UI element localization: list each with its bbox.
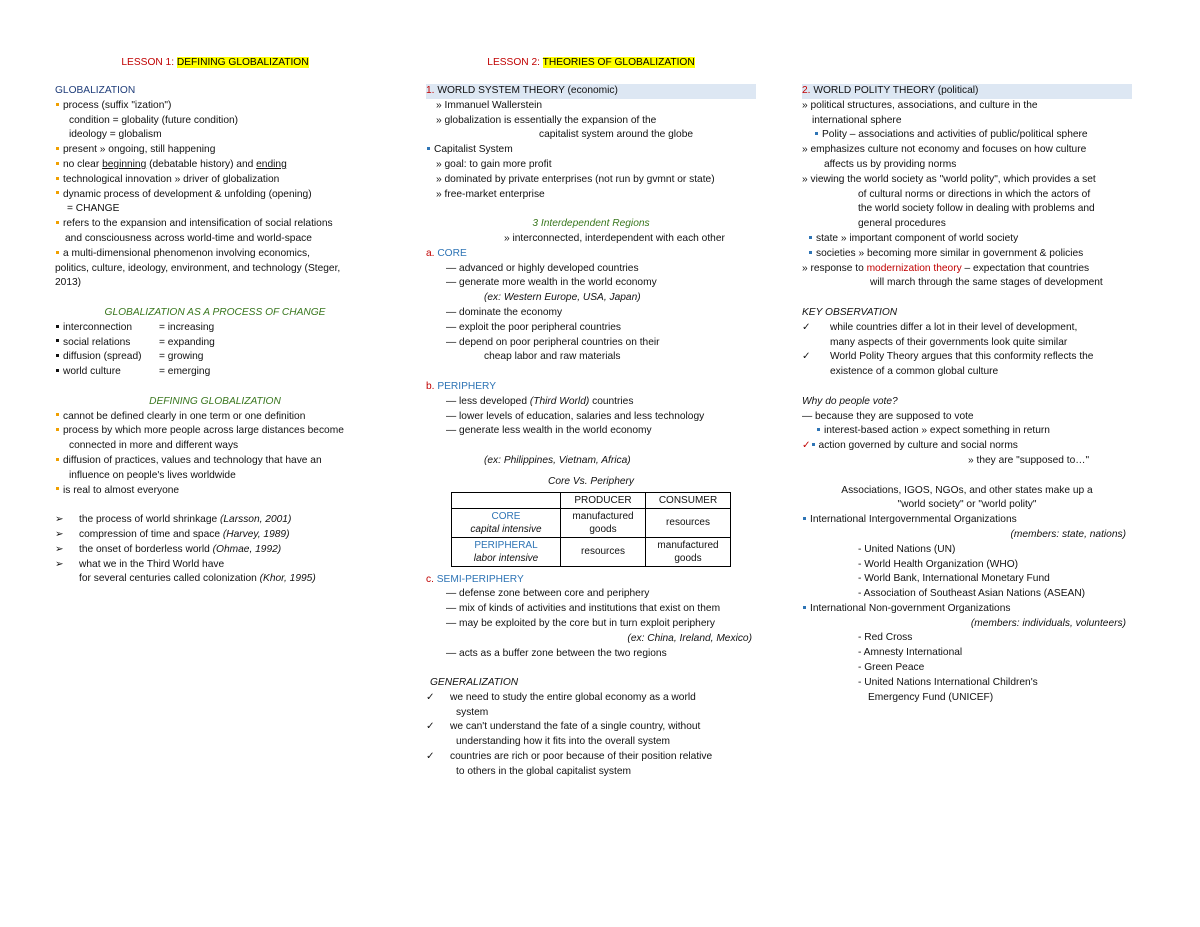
table-row-core: CORE capital intensive	[452, 508, 561, 537]
world-system-theory-title: 1. WORLD SYSTEM THEORY (economic)	[426, 84, 756, 99]
process-change-row: social relations = expanding	[55, 336, 375, 351]
ngo-item: - Green Peace	[858, 662, 925, 674]
bullet-icon	[56, 428, 59, 431]
bullet-icon	[56, 413, 59, 416]
process-change-title: GLOBALIZATION AS A PROCESS OF CHANGE	[104, 306, 326, 318]
bullet-icon	[809, 251, 812, 254]
viewing-line: of cultural norms or directions in which the actors of	[858, 188, 1091, 200]
core-line: — exploit the poor peripheral countries	[446, 321, 621, 333]
glob-item: and consciousness across world-time and world-space	[65, 232, 312, 244]
defining-item: cannot be defined clearly in one term or one definition	[55, 410, 375, 425]
arrow-bullet-icon: ➢	[55, 543, 64, 555]
check-icon: ✓	[426, 721, 435, 733]
lesson1-heading	[55, 56, 375, 70]
polity-line: Polity – associations and activities of public/political sphere	[802, 128, 1132, 143]
semi-line: — defense zone between core and periphery	[446, 588, 650, 600]
viewing-line: the world society follow in dealing with problems and	[858, 203, 1095, 215]
cap-line: » goal: to gain more profit	[436, 158, 552, 170]
process-change-row: interconnection = increasing	[55, 321, 375, 336]
core-line: — advanced or highly developed countries	[446, 262, 639, 274]
bullet-icon	[56, 191, 59, 194]
key-item: existence of a common global culture	[830, 366, 999, 378]
generalization-title: GENERALIZATION	[430, 677, 519, 689]
vote-line: interest-based action » expect something in return	[802, 424, 1132, 439]
gen-item: to others in the global capitalist system	[456, 765, 631, 777]
gen-item: ✓ we need to study the entire global economy as a world	[426, 691, 756, 706]
table-cell: manufactured goods	[646, 537, 731, 566]
vote-line: » they are "supposed to…"	[968, 454, 1090, 466]
process-change-row: diffusion (spread) = growing	[55, 350, 375, 365]
vote-title: Why do people vote?	[802, 395, 898, 407]
wst-line: » Immanuel Wallerstein	[436, 99, 543, 111]
bullet-icon	[56, 339, 59, 342]
state-line: state » important component of world society	[802, 232, 1132, 247]
bullet-icon	[803, 606, 806, 609]
glob-item: process (suffix "ization")	[55, 99, 375, 114]
bullet-icon	[56, 162, 59, 165]
periphery-line: — less developed (Third World) countries	[446, 395, 634, 407]
table-row-peripheral: PERIPHERAL labor intensive	[452, 537, 561, 566]
glob-item: technological innovation » driver of globalization	[55, 173, 375, 188]
bullet-icon	[56, 325, 59, 328]
gen-item: ✓ countries are rich or poor because of their position relative	[426, 750, 756, 765]
glob-item: ideology = globalism	[69, 129, 162, 141]
glob-item: no clear beginning (debatable history) and ending	[55, 158, 375, 173]
table-cell: resources	[646, 508, 731, 537]
assoc-line: "world society" or "world polity"	[897, 499, 1037, 511]
check-icon: ✓	[426, 691, 435, 703]
lesson3-column	[802, 56, 1132, 705]
lesson1-column	[55, 56, 375, 587]
quote-item: ➢ the onset of borderless world (Ohmae, 1992)	[55, 543, 375, 558]
ngo-item: - Amnesty International	[858, 647, 963, 659]
bullet-icon	[427, 147, 430, 150]
lesson1-number: LESSON 1:	[121, 57, 177, 68]
semi-line: — acts as a buffer zone between the two regions	[446, 647, 667, 659]
table-cell: manufactured goods	[561, 508, 646, 537]
key-item: ✓ while countries differ a lot in their level of development,	[802, 321, 1132, 336]
igo-item: - United Nations (UN)	[858, 543, 956, 555]
ngo-title: International Non-government Organizations	[802, 602, 1132, 617]
check-icon: ✓	[802, 321, 811, 333]
semi-line: — mix of kinds of activities and institutions that exist on them	[446, 603, 721, 615]
periphery-line: — lower levels of education, salaries and less technology	[446, 410, 705, 422]
periphery-line: — generate less wealth in the world economy	[446, 425, 652, 437]
key-item: many aspects of their governments look quite similar	[830, 336, 1068, 348]
igo-item: - World Bank, International Monetary Fund	[858, 573, 1050, 585]
bullet-icon	[56, 147, 59, 150]
ngo-members: (members: individuals, volunteers)	[970, 617, 1126, 629]
glob-item: present » ongoing, still happening	[55, 143, 375, 158]
ngo-item: - Red Cross	[858, 632, 913, 644]
quote-item: ➢ what we in the Third World have	[55, 558, 375, 573]
defining-item: is real to almost everyone	[55, 484, 375, 499]
bullet-icon	[56, 251, 59, 254]
core-cheap: cheap labor and raw materials	[484, 351, 621, 363]
semi-periphery-title: c. SEMI-PERIPHERY	[426, 573, 524, 585]
cap-line: » dominated by private enterprises (not run by gvmnt or state)	[436, 173, 715, 185]
wpt-line: international sphere	[812, 114, 902, 126]
process-change-row: world culture = emerging	[55, 365, 375, 380]
glob-item: condition = globality (future condition)	[69, 114, 239, 126]
cap-line: » free-market enterprise	[436, 188, 545, 200]
gen-item: understanding how it fits into the overall system	[456, 736, 671, 748]
arrow-bullet-icon: ➢	[55, 514, 64, 526]
core-line: — depend on poor peripheral countries on their	[446, 336, 660, 348]
globalization-title: GLOBALIZATION	[55, 85, 136, 96]
capitalist-title: Capitalist System	[426, 143, 756, 158]
table-header-producer: PRODUCER	[561, 492, 646, 508]
lesson2-number: LESSON 2:	[487, 57, 543, 68]
emphasizes-line: » emphasizes culture not economy and focuses on how culture	[802, 144, 1087, 156]
vote-line: — because they are supposed to vote	[802, 410, 974, 422]
regions-title: 3 Interdependent Regions	[532, 218, 650, 230]
wpt-line: » political structures, associations, and culture in the	[802, 99, 1038, 111]
igo-members: (members: state, nations)	[1010, 528, 1126, 540]
bullet-icon	[56, 369, 59, 372]
bullet-icon	[56, 458, 59, 461]
arrow-bullet-icon: ➢	[55, 528, 64, 540]
bullet-icon	[803, 517, 806, 520]
core-vs-periphery-table	[451, 492, 731, 567]
wst-line: » globalization is essentially the expansion of the	[436, 114, 657, 126]
ngo-item: - United Nations International Children's	[858, 676, 1038, 688]
igo-title: International Intergovernmental Organizations	[802, 513, 1132, 528]
lesson1-title: DEFINING GLOBALIZATION	[176, 57, 309, 68]
viewing-line: general procedures	[858, 218, 946, 230]
emphasizes-line: affects us by providing norms	[824, 158, 957, 170]
lesson2-column	[426, 56, 756, 780]
gen-item: ✓ we can't understand the fate of a single country, without	[426, 720, 756, 735]
key-observation-title: KEY OBSERVATION	[802, 306, 898, 318]
defining-item: diffusion of practices, values and technology that have an	[55, 454, 375, 469]
bullet-icon	[812, 443, 815, 446]
periphery-title: b. PERIPHERY	[426, 380, 497, 392]
table-cell: resources	[561, 537, 646, 566]
glob-item: politics, culture, ideology, environment, and technology (Steger,	[55, 262, 341, 274]
ngo-item: Emergency Fund (UNICEF)	[868, 691, 994, 703]
wst-line: capitalist system around the globe	[539, 129, 694, 141]
response-line: » response to modernization theory – expectation that countries	[802, 262, 1090, 274]
semi-line: — may be exploited by the core but in turn exploit periphery	[446, 617, 715, 629]
table-corner	[452, 492, 561, 508]
viewing-line: » viewing the world society as "world polity", which provides a set	[802, 173, 1096, 185]
check-icon: ✓	[802, 440, 811, 452]
check-icon: ✓	[802, 351, 811, 363]
lesson2-heading	[426, 56, 756, 70]
key-item: ✓ World Polity Theory argues that this conformity reflects the	[802, 350, 1132, 365]
defining-title: DEFINING GLOBALIZATION	[149, 395, 281, 407]
bullet-icon	[56, 177, 59, 180]
igo-item: - World Health Organization (WHO)	[858, 558, 1019, 570]
glob-item: a multi-dimensional phenomenon involving economics,	[55, 247, 375, 262]
societies-line: societies » becoming more similar in government & policies	[802, 247, 1132, 262]
vote-line: ✓ action governed by culture and social norms	[802, 440, 1018, 452]
core-line: — dominate the economy	[446, 306, 563, 318]
defining-item: influence on people's lives worldwide	[69, 469, 236, 481]
glob-item: 2013)	[55, 277, 82, 289]
defining-item: process by which more people across large distances become	[55, 424, 375, 439]
bullet-icon	[56, 221, 59, 224]
periphery-example: (ex: Philippines, Vietnam, Africa)	[484, 454, 631, 466]
core-vs-periphery-title: Core Vs. Periphery	[547, 475, 635, 487]
table-header-consumer: CONSUMER	[646, 492, 731, 508]
semi-example: (ex: China, Ireland, Mexico)	[627, 632, 752, 644]
bullet-icon	[817, 428, 820, 431]
bullet-icon	[56, 487, 59, 490]
defining-item: connected in more and different ways	[69, 440, 239, 452]
glob-item: dynamic process of development & unfolding (opening)	[55, 188, 375, 203]
quote-item: for several centuries called colonization (Khor, 1995)	[79, 573, 316, 585]
bullet-icon	[56, 103, 59, 106]
assoc-line: Associations, IGOS, NGOs, and other states make up a	[841, 484, 1093, 496]
igo-item: - Association of Southeast Asian Nations (ASEAN)	[858, 588, 1086, 600]
glob-item: = CHANGE	[67, 203, 120, 215]
bullet-icon	[809, 236, 812, 239]
bullet-icon	[56, 354, 59, 357]
response-line: will march through the same stages of development	[870, 277, 1103, 289]
check-icon: ✓	[426, 751, 435, 763]
world-polity-theory-title: 2. WORLD POLITY THEORY (political)	[802, 84, 1132, 99]
bullet-icon	[815, 132, 818, 135]
glob-item: refers to the expansion and intensification of social relations	[55, 217, 375, 232]
core-example: (ex: Western Europe, USA, Japan)	[484, 292, 641, 304]
quote-item: ➢ compression of time and space (Harvey, 1989)	[55, 528, 375, 543]
arrow-bullet-icon: ➢	[55, 558, 64, 570]
core-title: a. CORE	[426, 247, 467, 259]
core-line: — generate more wealth in the world economy	[446, 277, 657, 289]
regions-sub: » interconnected, interdependent with each other	[504, 232, 725, 244]
lesson2-title: THEORIES OF GLOBALIZATION	[542, 57, 695, 68]
gen-item: system	[456, 706, 489, 718]
quote-item: ➢ the process of world shrinkage (Larsson, 2001)	[55, 513, 375, 528]
